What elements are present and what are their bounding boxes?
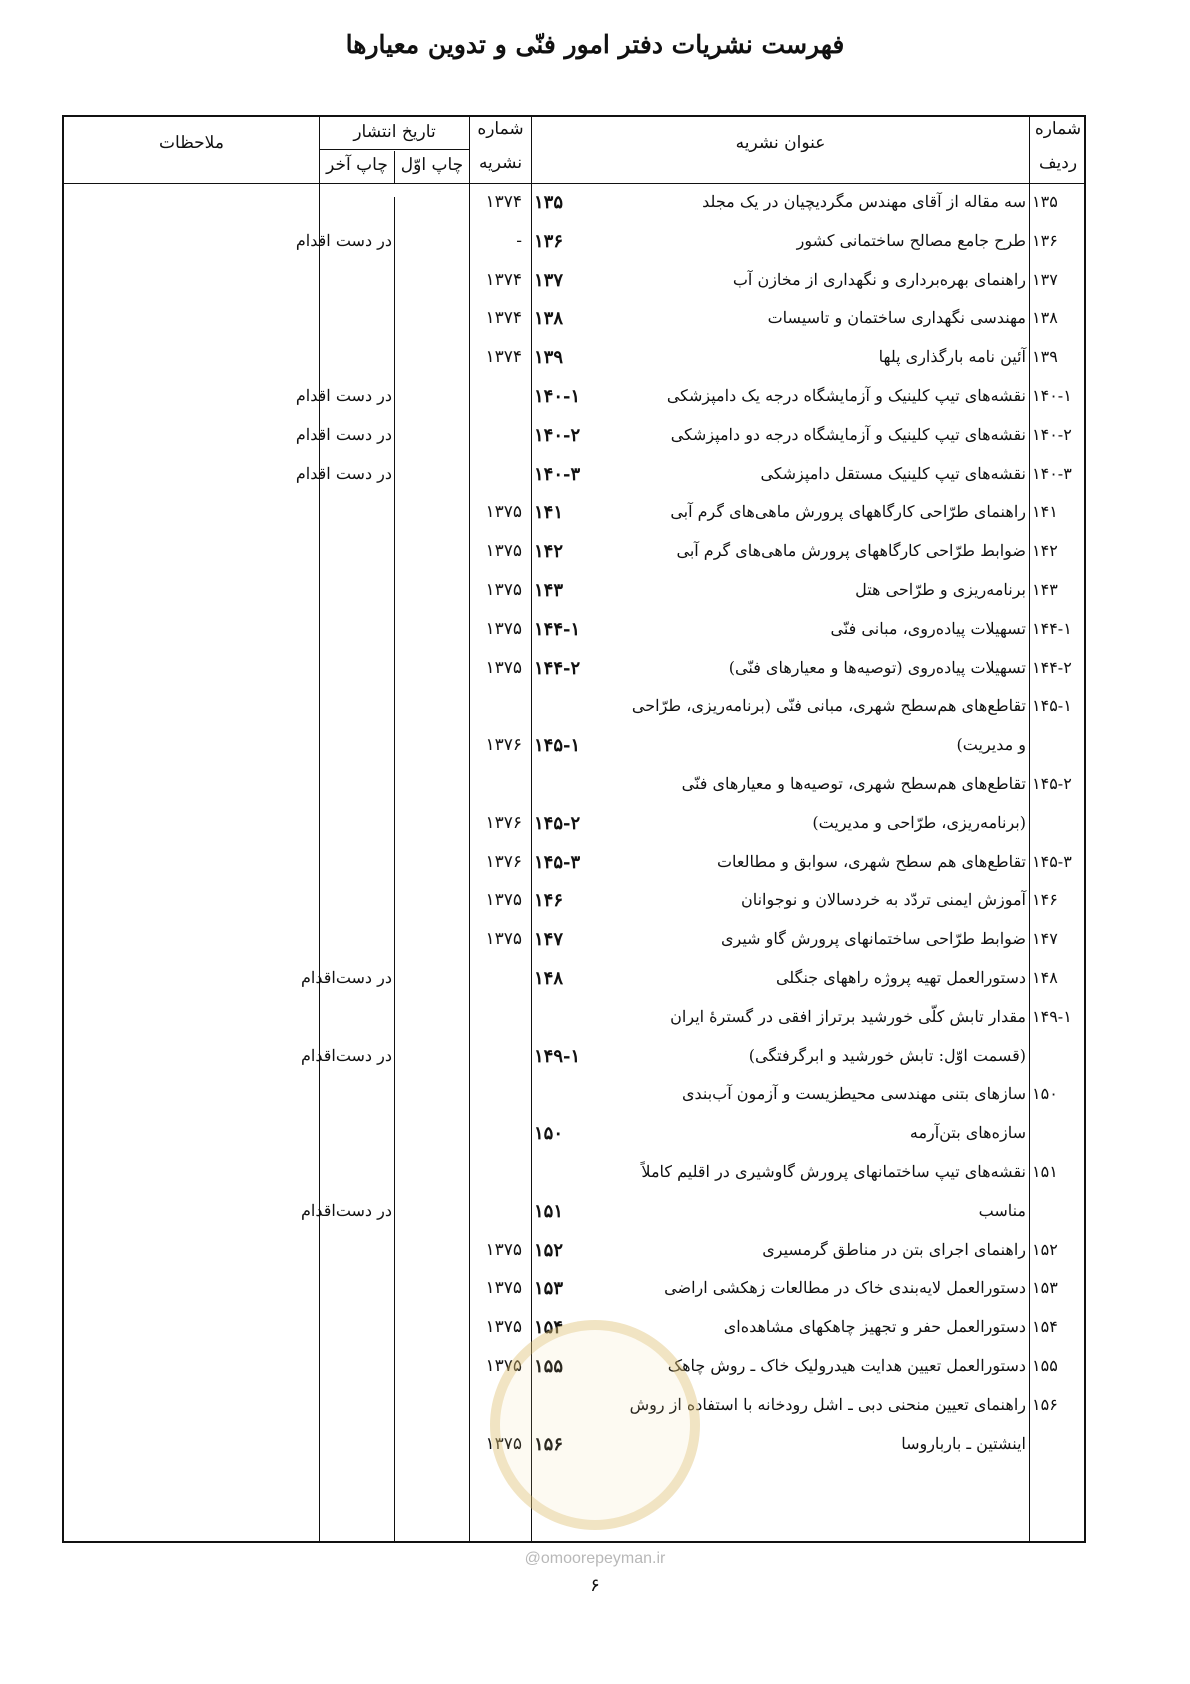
publication-title: دستورالعمل تعیین هدایت هیدرولیک خاک ـ روش چاهک <box>667 1356 1026 1375</box>
row-number: ۱۵۱ <box>1032 1162 1058 1181</box>
publication-number: ۱۵۶ <box>534 1433 564 1455</box>
publication-title: برنامه‌ریزی و طرّاحی هتل <box>855 580 1026 599</box>
publication-number: ۱۴۷ <box>534 929 564 951</box>
publication-number: ۱۴۳ <box>534 580 564 601</box>
row-number: ۱۳۸ <box>1032 308 1058 328</box>
publication-title: آموزش ایمنی تردّد به خردسالان و نوجوانان <box>740 890 1026 910</box>
publication-number: ۱۳۵ <box>534 192 564 213</box>
watermark-seal <box>490 1320 700 1530</box>
first-print-year: ۱۳۷۵ <box>485 1356 522 1376</box>
table-row <box>62 886 1086 920</box>
row-number: ۱۴۰-۲ <box>1032 424 1072 444</box>
table-row <box>62 692 1086 726</box>
publication-title: (قسمت اوّل: تابش خورشید و ابرگرفتگی) <box>748 1045 1026 1065</box>
publication-title: مهندسی نگهداری ساختمان و تاسیسات <box>767 308 1026 328</box>
row-number: ۱۴۸ <box>1032 968 1058 987</box>
table-row <box>62 1080 1086 1114</box>
remarks: در دست‌اقدام <box>300 968 392 987</box>
table-row <box>62 615 1086 649</box>
table-row <box>62 654 1086 688</box>
table-row <box>62 809 1086 843</box>
first-print-year: ۱۳۷۵ <box>485 657 522 678</box>
header-rownum-top: شماره <box>1034 119 1082 139</box>
header-bottom-rule <box>64 183 1084 184</box>
first-print-year: ۱۳۷۵ <box>485 580 522 600</box>
first-print-year: ۱۳۷۶ <box>485 812 522 833</box>
remarks: در دست اقدام <box>295 386 392 405</box>
first-print-year: ۱۳۷۴ <box>485 308 522 329</box>
header-first-print: چاپ اوّل <box>400 155 464 175</box>
first-print-year: ۱۳۷۵ <box>485 541 522 562</box>
publication-number: ۱۴۹-۱ <box>534 1045 581 1067</box>
publication-number: ۱۴۰-۱ <box>534 386 581 407</box>
row-number: ۱۳۵ <box>1032 192 1058 211</box>
publication-number: ۱۴۰-۲ <box>534 424 581 446</box>
table-row <box>62 925 1086 959</box>
page-number: ۶ <box>590 1575 600 1596</box>
publication-number: ۱۴۵-۱ <box>534 735 581 757</box>
row-number: ۱۴۰-۱ <box>1032 386 1072 405</box>
first-print-year: ۱۳۷۵ <box>485 1433 522 1454</box>
first-print-year: ۱۳۷۶ <box>485 735 522 756</box>
publication-title: سازهای بتنی مهندسی محیطزیست و آزمون آب‌بندی <box>681 1084 1026 1104</box>
publication-number: ۱۵۱ <box>534 1200 564 1222</box>
header-publication-title: عنوان نشریه <box>735 133 826 153</box>
remarks: در دست‌اقدام <box>300 1200 392 1220</box>
table-row <box>62 1197 1086 1231</box>
publication-number: ۱۴۵-۳ <box>534 851 581 873</box>
publication-title: تسهیلات پیاده‌روی، مبانی فنّی <box>830 618 1026 638</box>
first-print-year: ۱۳۷۵ <box>485 929 522 950</box>
table-row <box>62 421 1086 455</box>
row-number: ۱۴۴-۱ <box>1032 618 1072 638</box>
date-subheader-rule <box>319 149 469 150</box>
row-number: ۱۵۴ <box>1032 1317 1058 1337</box>
header-notes: ملاحظات <box>159 133 224 153</box>
table-row <box>62 848 1086 882</box>
publication-title: تقاطع‌های هم سطح شهری، سوابق و مطالعات <box>716 851 1026 871</box>
row-number: ۱۴۰-۳ <box>1032 463 1072 483</box>
publication-title: راهنمای طرّاحی کارگاههای پرورش ماهی‌های گرم آبی <box>670 502 1026 522</box>
publication-title: تقاطع‌های هم‌سطح شهری، توصیه‌ها و معیارهای فنّی <box>681 774 1026 793</box>
header-last-print: چاپ آخر <box>326 155 388 175</box>
first-print-year: ۱۳۷۵ <box>485 1278 522 1299</box>
row-number: ۱۴۱ <box>1032 502 1058 522</box>
table-row <box>62 1236 1086 1270</box>
publication-title: راهنمای اجرای بتن در مناطق گرمسیری <box>762 1239 1026 1259</box>
publication-number: ۱۴۴-۲ <box>534 657 581 679</box>
table-row <box>62 343 1086 377</box>
publication-title: ضوابط طرّاحی ساختمانهای پرورش گاو شیری <box>720 929 1026 949</box>
table-row <box>62 770 1086 804</box>
publication-title: راهنمای بهره‌برداری و نگهداری از مخازن آب <box>732 269 1026 289</box>
table-row <box>62 1003 1086 1037</box>
table-row <box>62 1274 1086 1308</box>
row-number: ۱۵۵ <box>1032 1356 1058 1375</box>
table-row <box>62 731 1086 765</box>
publication-number: ۱۴۱ <box>534 502 564 524</box>
publication-title: دستورالعمل حفر و تجهیز چاهکهای مشاهده‌ای <box>723 1317 1026 1337</box>
row-number: ۱۴۹-۱ <box>1032 1006 1072 1026</box>
publication-title: و مدیریت) <box>956 735 1026 755</box>
publication-title: نقشه‌های تیپ کلینیک و آزمایشگاه درجه یک دامپزشکی <box>666 386 1026 405</box>
header-publication-date: تاریخ انتشار <box>353 122 436 142</box>
first-print-year: ۱۳۷۴ <box>485 269 522 290</box>
table-row <box>62 304 1086 338</box>
publication-title: دستورالعمل تهیه پروژه راههای جنگلی <box>775 968 1026 987</box>
row-number: ۱۵۰ <box>1032 1084 1058 1104</box>
publication-number: ۱۵۲ <box>534 1239 564 1261</box>
first-print-year: ۱۳۷۵ <box>485 618 522 639</box>
row-number: ۱۴۲ <box>1032 541 1058 561</box>
table-row <box>62 1119 1086 1153</box>
remarks: در دست اقدام <box>295 424 392 444</box>
remarks: در دست اقدام <box>295 463 392 483</box>
first-print-year: ۱۳۷۶ <box>485 851 522 872</box>
row-number: ۱۴۵-۳ <box>1032 851 1072 871</box>
header-number-top: شماره <box>477 119 524 139</box>
row-number: ۱۴۴-۲ <box>1032 657 1072 677</box>
publication-number: ۱۵۰ <box>534 1123 564 1145</box>
row-number: ۱۳۹ <box>1032 347 1058 367</box>
row-number: ۱۵۲ <box>1032 1239 1058 1259</box>
table-row <box>62 1158 1086 1192</box>
publication-number: ۱۴۴-۱ <box>534 618 581 640</box>
header-rownum-bottom: ردیف <box>1038 153 1078 173</box>
publication-number: ۱۵۴ <box>534 1317 564 1339</box>
row-number: ۱۳۶ <box>1032 230 1058 250</box>
publication-title: تسهیلات پیاده‌روی (توصیه‌ها و معیارهای فنّی) <box>728 657 1026 677</box>
publication-title: تقاطع‌های هم‌سطح شهری، مبانی فنّی (برنامه‌ریزی، طرّاحی <box>631 696 1026 716</box>
publication-number: ۱۴۰-۳ <box>534 463 581 485</box>
publication-title: طرح جامع مصالح ساختمانی کشور <box>796 230 1026 250</box>
publication-number: ۱۴۲ <box>534 541 564 563</box>
publication-number: ۱۳۷ <box>534 269 564 291</box>
publication-title: راهنمای تعیین منحنی دبی ـ اشل رودخانه با استفاده از روش <box>629 1394 1026 1414</box>
remarks: در دست اقدام <box>295 230 392 250</box>
row-number: ۱۵۶ <box>1032 1394 1058 1414</box>
table-row <box>62 382 1086 416</box>
publication-title: مناسب <box>978 1200 1026 1220</box>
publication-number: ۱۳۹ <box>534 347 564 369</box>
table-row <box>62 537 1086 571</box>
table-row <box>62 964 1086 998</box>
row-number: ۱۴۶ <box>1032 890 1058 910</box>
first-print-year: ۱۳۷۵ <box>485 1239 522 1260</box>
table-row <box>62 498 1086 532</box>
publication-number: ۱۴۸ <box>534 968 564 989</box>
publication-number: ۱۳۶ <box>534 230 564 252</box>
watermark-url: @omoorepeyman.ir <box>524 1550 666 1567</box>
first-print-year: ۱۳۷۵ <box>485 502 522 523</box>
table-row <box>62 188 1086 222</box>
first-print-year: ۱۳۷۵ <box>485 1317 522 1338</box>
row-number: ۱۴۵-۲ <box>1032 774 1072 793</box>
publication-number: ۱۴۶ <box>534 890 564 912</box>
publication-title: آئین نامه بارگذاری پلها <box>878 347 1026 367</box>
row-number: ۱۳۷ <box>1032 269 1058 289</box>
publication-title: نقشه‌های تیپ کلینیک مستقل دامپزشکی <box>760 463 1026 483</box>
row-number: ۱۴۷ <box>1032 929 1058 949</box>
first-print-year: ۱۳۷۴ <box>485 192 522 212</box>
table-row <box>62 227 1086 261</box>
row-number: ۱۵۳ <box>1032 1278 1058 1298</box>
first-print-year: ۱۳۷۴ <box>485 347 522 368</box>
table-row <box>62 1042 1086 1076</box>
publication-title: اینشتین ـ بارباروسا <box>901 1433 1026 1453</box>
first-print-year: - <box>516 230 522 251</box>
publication-number: ۱۵۳ <box>534 1278 564 1300</box>
publication-title: سه مقاله از آقای مهندس مگردیچیان در یک مجلد <box>702 192 1026 211</box>
publication-title: ضوابط طرّاحی کارگاههای پرورش ماهی‌های گرم آبی <box>676 541 1026 561</box>
publication-title: دستورالعمل لایه‌بندی خاک در مطالعات زهکشی اراضی <box>664 1278 1026 1298</box>
header-number-bottom: نشریه <box>478 153 523 173</box>
publication-title: سازه‌های بتن‌آرمه <box>909 1123 1026 1143</box>
publication-number: ۱۳۸ <box>534 308 564 330</box>
table-row <box>62 576 1086 610</box>
first-print-year: ۱۳۷۵ <box>485 890 522 911</box>
table-row <box>62 460 1086 494</box>
row-number: ۱۴۵-۱ <box>1032 696 1072 716</box>
publication-number: ۱۵۵ <box>534 1356 564 1377</box>
publication-number: ۱۴۵-۲ <box>534 812 581 834</box>
publication-title: نقشه‌های تیپ کلینیک و آزمایشگاه درجه دو دامپزشکی <box>670 424 1026 444</box>
table-row <box>62 266 1086 300</box>
publication-title: نقشه‌های تیپ ساختمانهای پرورش گاوشیری در اقلیم کاملاً <box>641 1162 1026 1181</box>
publication-title: مقدار تابش کلّی خورشید برتراز افقی در گسترهٔ ایران <box>670 1006 1026 1026</box>
page-title: فهرست نشریات دفتر امور فنّی و تدوین معیارها <box>345 30 845 59</box>
row-number: ۱۴۳ <box>1032 580 1058 599</box>
publication-title: (برنامه‌ریزی، طرّاحی و مدیریت) <box>812 812 1026 832</box>
remarks: در دست‌اقدام <box>300 1045 392 1065</box>
